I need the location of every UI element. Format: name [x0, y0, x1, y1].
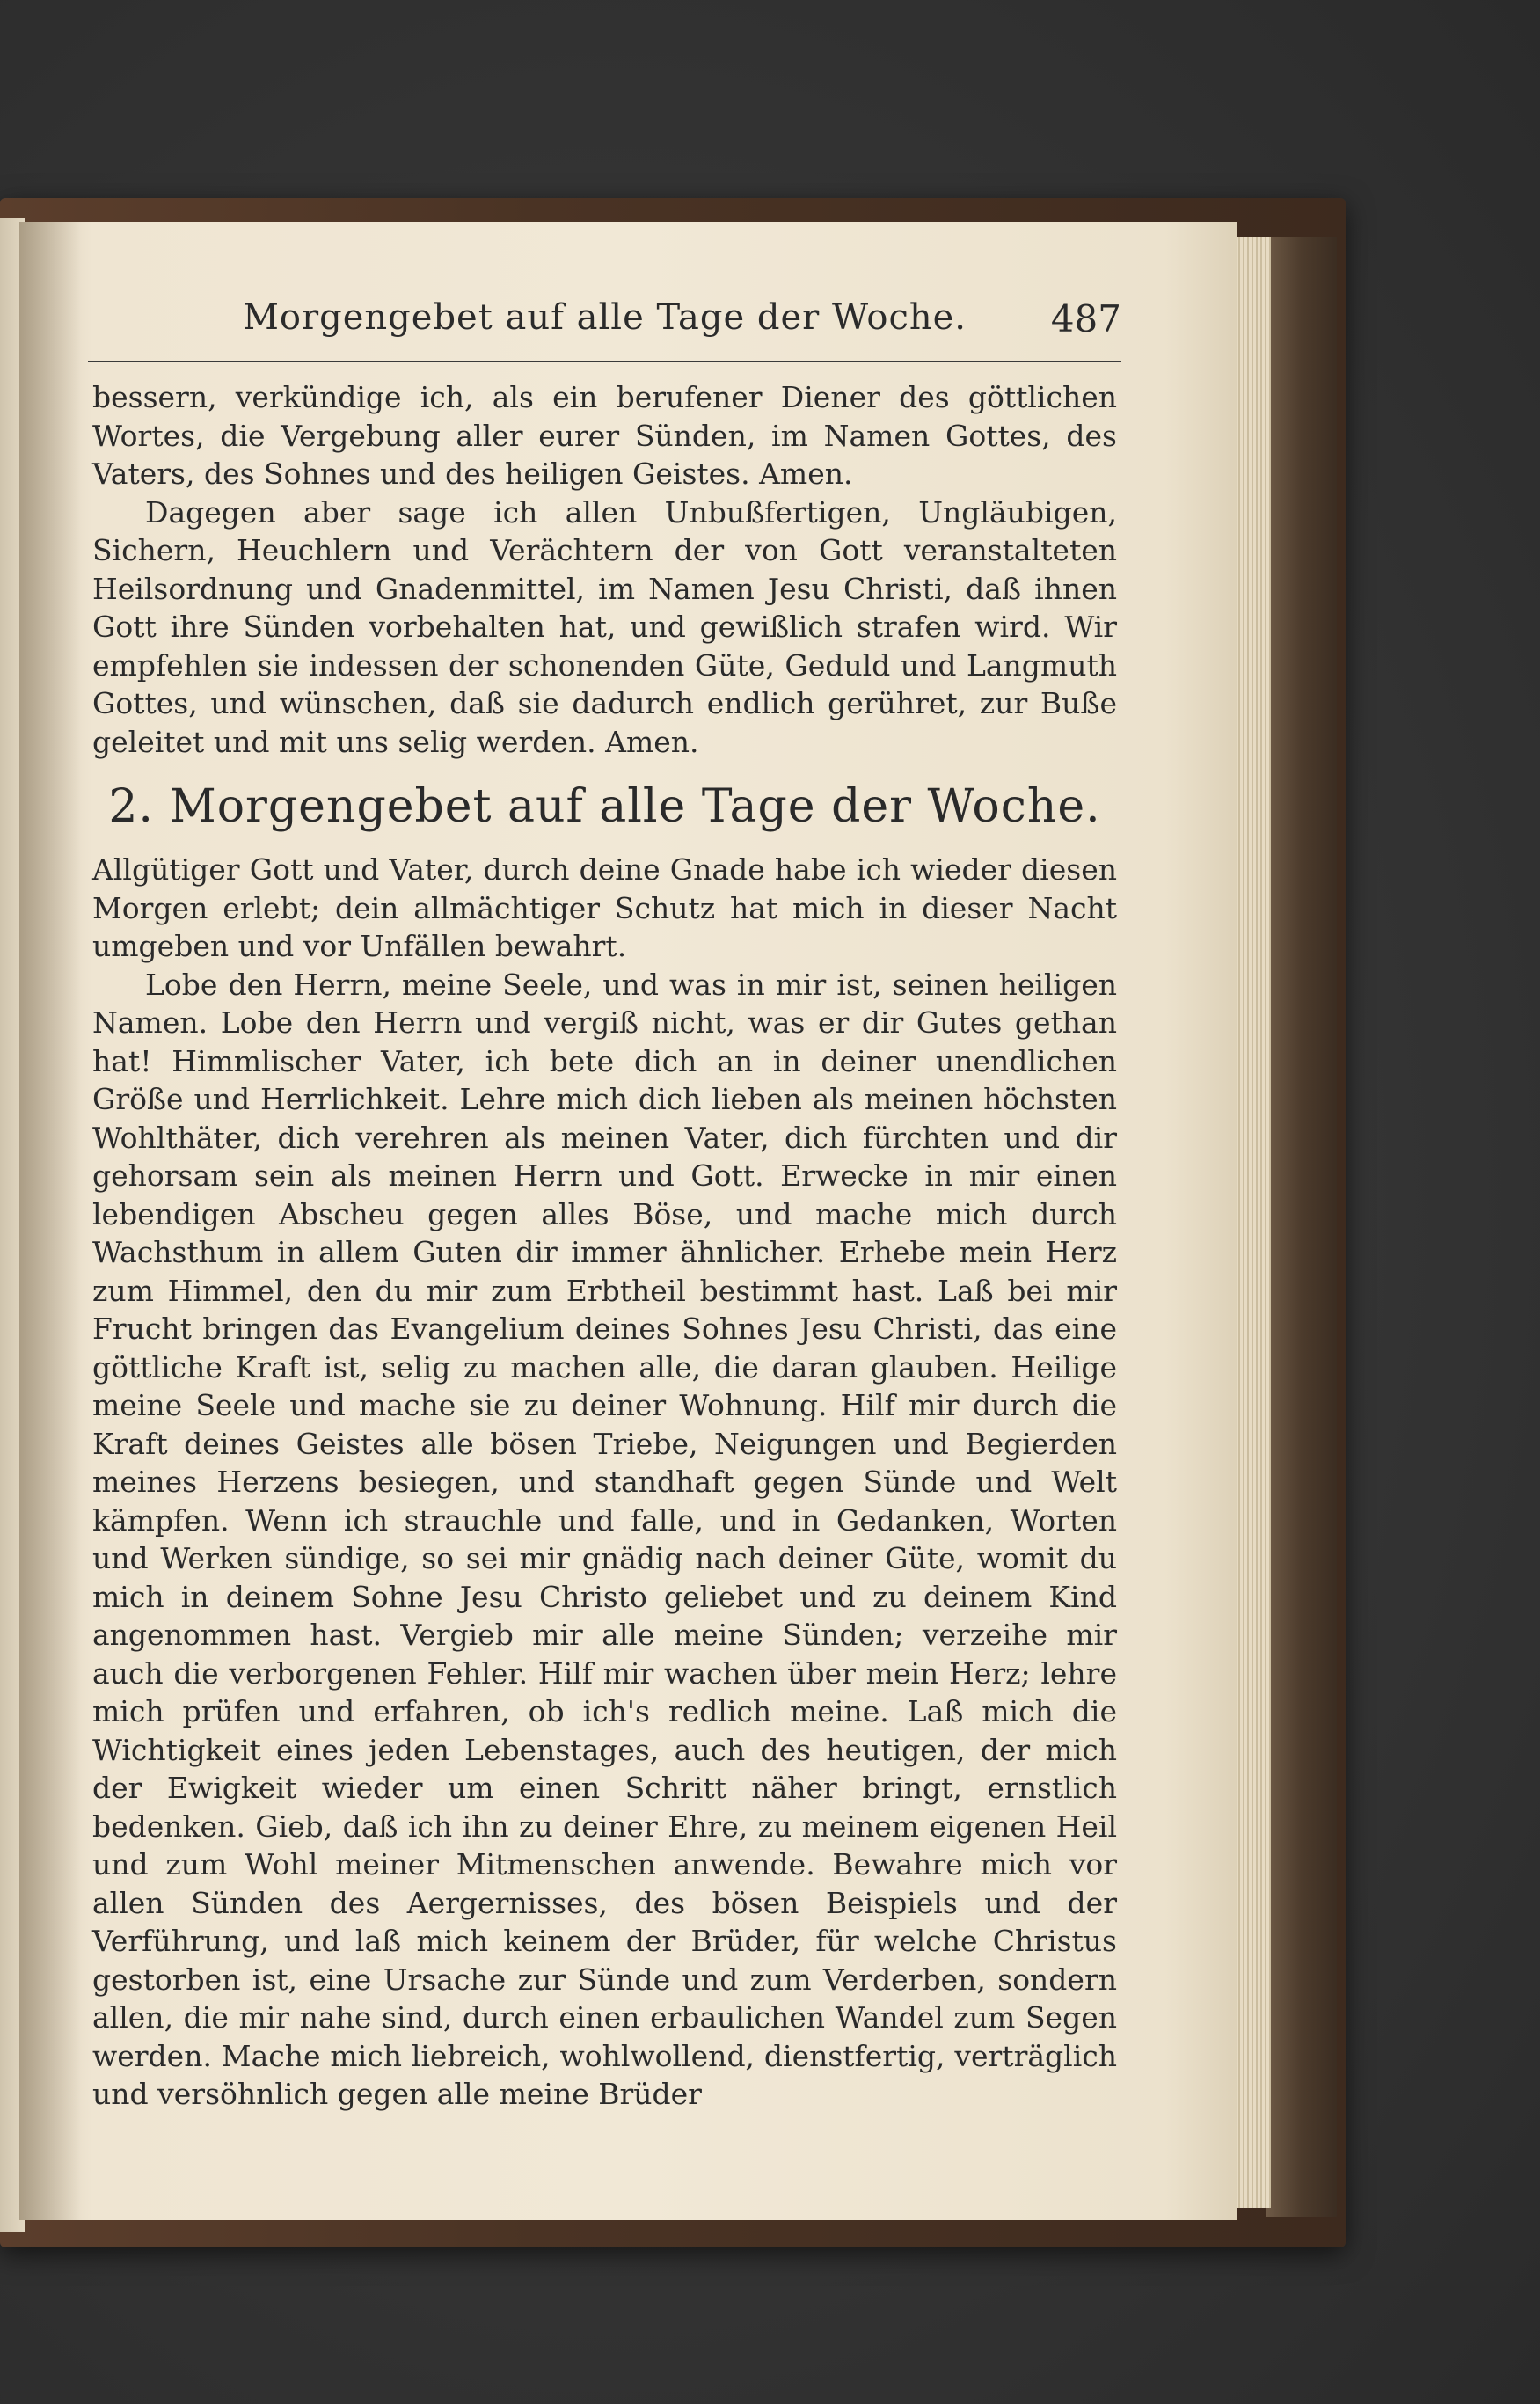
page-number: 487 — [1050, 297, 1121, 340]
gutter-shadow — [19, 222, 81, 2220]
paragraph: Dagegen aber sage ich allen Unbußfertigen, Ungläubigen, Sichern, Heuchlern und Verächtern der von Gott veranstalteten Heilsordnung und Gnadenmittel, im Namen Jesu Christi, daß ihnen Gott ihre Sünden vorbehalten hat, und gewißlich strafen wird. Wir empfehlen sie indessen der schonenden Güte, Geduld und Langmuth Gottes, und wünschen, daß sie dadurch endlich gerühret, zur Buße geleitet und mit uns selig werden. Amen. — [92, 494, 1117, 759]
running-title: Morgengebet auf alle Tage der Woche. — [242, 297, 967, 338]
paragraph: Lobe den Herrn, meine Seele, und was in mir ist, seinen heiligen Namen. Lobe den Herrn und vergiß nicht, was er dir Gutes gethan hat! Himmlischer Vater, ich bete dich an in deiner unendlichen Größe und Herrlichkeit. Lehre mich dich lieben als meinen höchsten Wohlthäter, dich verehren als meinen Vater, dich fürchten und dir gehorsam sein als meinen Herrn und Gott. Erwecke in mir einen lebendigen Abscheu gegen alles Böse, und mache mich durch Wachsthum in allem Guten dir immer ähnlicher. Erhebe mein Herz zum Himmel, den du mir zum Erbtheil bestimmt hast. Laß bei mir Frucht bringen das Evangelium deines Sohnes Jesu Christi, das eine göttliche Kraft ist, selig zu machen alle, die daran glauben. Heilige meine Seele und mache sie zu deiner Wohnung. Hilf mir durch die Kraft deines Geistes alle bösen Triebe, Neigungen und Begierden meines Herzens besiegen, und standhaft gegen Sünde und Welt kämpfen. Wenn ich strauchle und falle, und in Gedanken, Worten und Werken sündige, so sei mir gnädig nach deiner Güte, womit du mich in deinem Sohne Jesu Christo geliebet und zu deinem Kind angenommen hast. Vergieb mir alle meine Sünden; verzeihe mir auch die verborgenen Fehler. Hilf mir wachen über mein Herz; lehre mich prüfen und erfahren, ob ich's redlich meine. Laß mich die Wichtigkeit eines jeden Lebenstages, auch des heutigen, der mich der Ewigkeit wieder um einen Schritt näher bringt, ernstlich bedenken. Gieb, daß ich ihn zu deiner Ehre, zu meinem eigenen Heil und zum Wohl meiner Mitmenschen anwende. Bewahre mich vor allen Sünden des Aergernisses, des bösen Beispiels und der Verführung, und laß mich keinem der Brüder, für welche Christus gestorben ist, eine Ursache zur Sünde und zum Verderben, sondern allen, die mir nahe sind, durch einen erbaulichen Wandel zum Segen werden. Mache mich liebreich, wohlwollend, dienstfertig, verträglich und versöhnlich gegen alle meine Brüder — [92, 967, 1117, 2111]
section-heading: 2. Morgengebet auf alle Tage der Woche. — [108, 780, 1101, 833]
running-header — [88, 290, 1121, 362]
paragraph: Allgütiger Gott und Vater, durch deine Gnade habe ich wieder diesen Morgen erlebt; dein allmächtiger Schutz hat mich in dieser Nacht umgeben und vor Unfällen bewahrt. — [92, 852, 1117, 963]
page-body — [92, 378, 1117, 2114]
book-spine-edge — [1266, 237, 1337, 2217]
paragraph: bessern, verkündige ich, als ein berufener Diener des göttlichen Wortes, die Vergebung aller eurer Sünden, im Namen Gottes, des Vaters, des Sohnes und des heiligen Geistes. Amen. — [92, 380, 1117, 491]
